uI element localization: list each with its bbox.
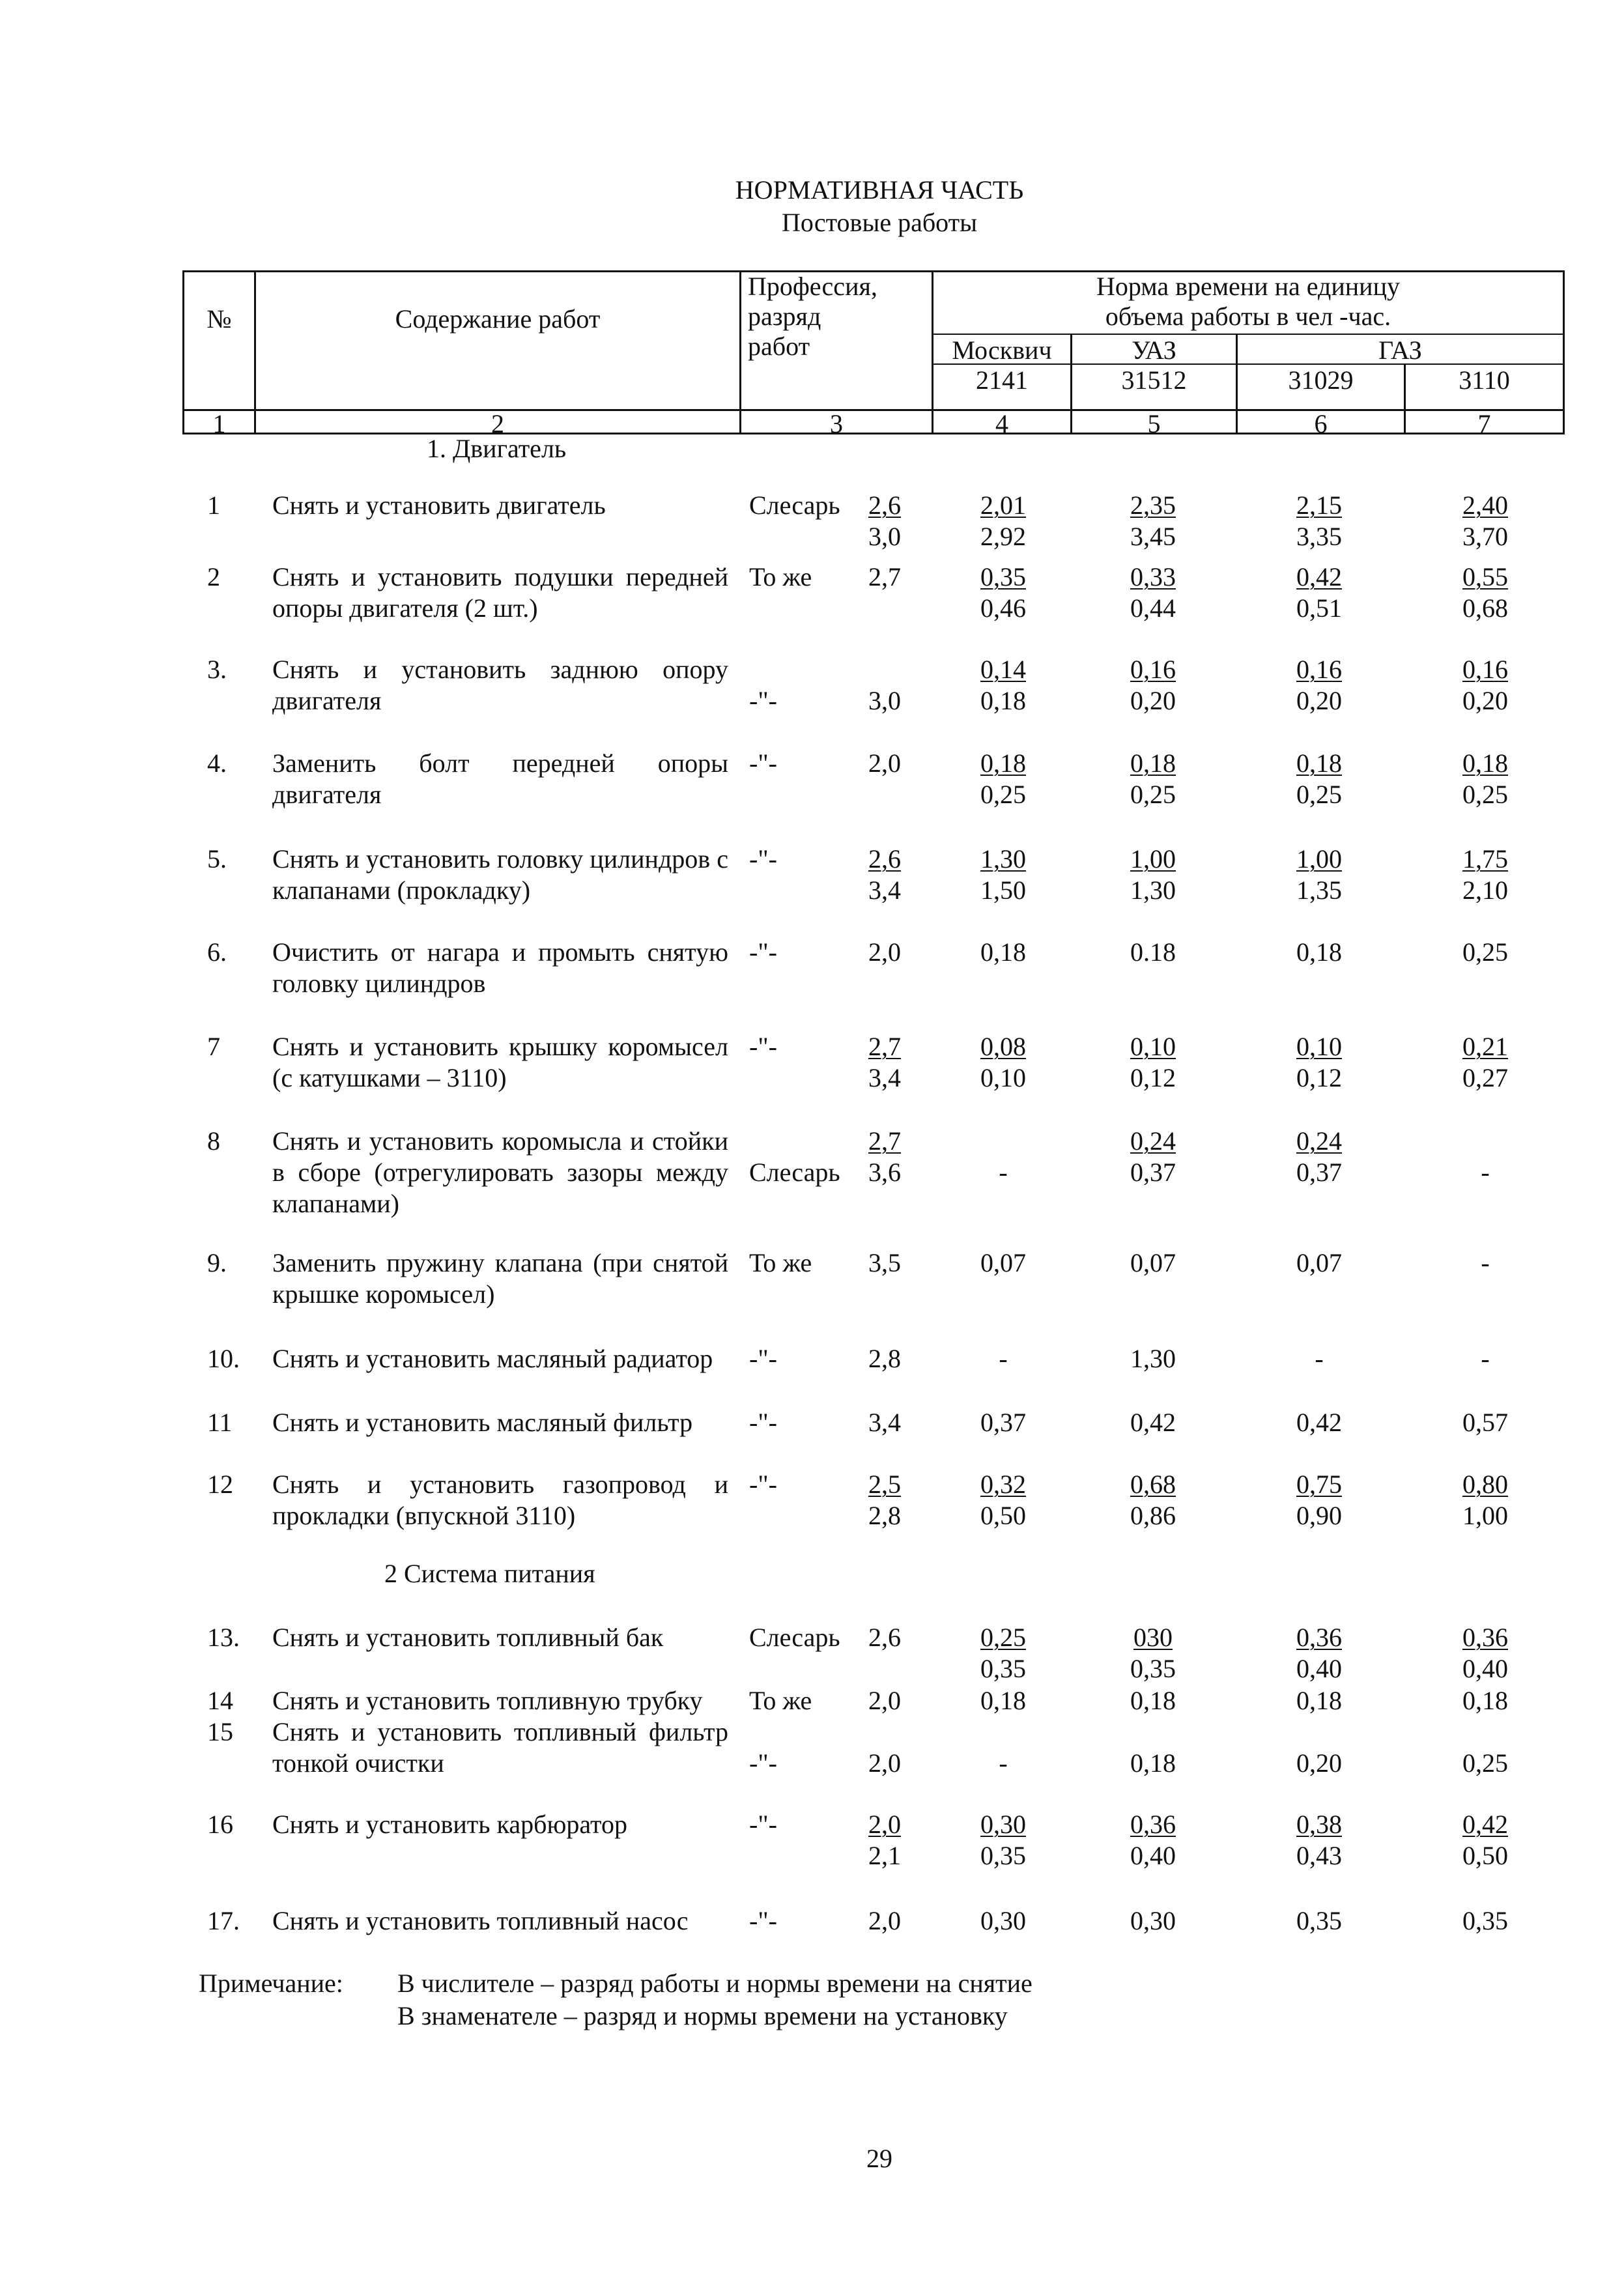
norm-value xyxy=(1277,562,1361,624)
header-model: 31512 xyxy=(1121,365,1187,395)
norm-value xyxy=(1111,1685,1195,1716)
work-description: Заменить болт передней опоры двигателя xyxy=(272,748,728,809)
row-number: 2 xyxy=(207,562,220,591)
norm-removal: 0,35 xyxy=(980,562,1026,591)
norm-value xyxy=(961,1469,1046,1531)
page-subtitle: Постовые работы xyxy=(781,208,978,237)
norm-installation: 0,51 xyxy=(1296,593,1342,623)
grade-numerator: 2,6 xyxy=(868,844,901,874)
norm-installation: 0,18 xyxy=(980,686,1026,715)
work-description: Снять и установить газопровод и прокладки (впускной 3110) xyxy=(272,1470,728,1530)
norm-removal: 0,30 xyxy=(980,1810,1026,1839)
norm-value xyxy=(1277,1905,1361,1937)
norm-value xyxy=(961,937,1046,968)
norm-installation: 1,50 xyxy=(980,875,1026,905)
work-description: Снять и установить топливную трубку xyxy=(272,1686,703,1715)
norm-value xyxy=(1277,654,1361,717)
norm-removal: 0,18 xyxy=(1462,1686,1508,1715)
note-text: В числителе – разряд работы и нормы времени на снятие В знаменателе – разряд и нормы времени на установку xyxy=(397,1969,1033,2030)
norm-value xyxy=(1443,844,1528,906)
grade-numerator: 2,6 xyxy=(868,1623,901,1652)
header-content: Содержание работ xyxy=(395,304,601,334)
norm-removal: 0,42 xyxy=(1462,1810,1508,1839)
work-description: Снять и установить масляный фильтр xyxy=(272,1408,693,1437)
work-description: Снять и установить топливный насос xyxy=(272,1906,689,1935)
norm-installation: 1,30 xyxy=(1130,875,1176,905)
norm-value xyxy=(1443,1157,1528,1188)
profession: -"- xyxy=(749,1032,777,1061)
norm-installation: 0,50 xyxy=(980,1501,1026,1530)
norm-removal: 0,35 xyxy=(1462,1906,1508,1935)
norm-removal: 0,25 xyxy=(1462,1748,1508,1778)
grade-numerator: 2,0 xyxy=(868,937,901,967)
row-number: 16 xyxy=(207,1810,233,1839)
norm-removal: - xyxy=(1481,1344,1490,1373)
grade-numerator: 2,0 xyxy=(868,1906,901,1935)
norm-value xyxy=(961,1343,1046,1374)
grade-numerator: 3,0 xyxy=(868,686,901,715)
norm-removal: 0,14 xyxy=(980,655,1026,684)
section-heading: 2 Система питания xyxy=(384,1559,595,1588)
norm-removal: - xyxy=(999,1344,1008,1373)
norm-removal: - xyxy=(1481,1248,1490,1277)
grade-denominator: 2,8 xyxy=(868,1501,901,1530)
header-profession: Профессия, разряд работ xyxy=(748,272,877,361)
norm-value xyxy=(1111,1905,1195,1937)
column-number: 6 xyxy=(1314,409,1328,438)
norm-installation: 0,35 xyxy=(1130,1654,1176,1683)
norm-value xyxy=(1277,1343,1361,1374)
grade xyxy=(865,490,904,552)
profession: -"- xyxy=(749,686,777,715)
norm-removal: 0,25 xyxy=(1462,937,1508,967)
page-number: 29 xyxy=(866,2144,892,2173)
norm-removal: 0,18 xyxy=(1130,1748,1176,1778)
grade-numerator: 2,7 xyxy=(868,1032,901,1061)
profession: Слесарь xyxy=(749,1158,840,1187)
grade xyxy=(865,1126,904,1188)
norm-removal: 0,35 xyxy=(1296,1906,1342,1935)
norm-installation: 0,20 xyxy=(1296,686,1342,715)
grade-numerator: 2,7 xyxy=(868,1126,901,1156)
header-brand-moskvich: Москвич xyxy=(952,335,1052,365)
norm-installation: 2,10 xyxy=(1462,875,1508,905)
norm-installation: 0,46 xyxy=(980,593,1026,623)
profession: -"- xyxy=(749,1906,777,1935)
column-number: 4 xyxy=(995,409,1008,438)
norm-installation: 0,10 xyxy=(980,1063,1026,1092)
norm-removal: 0,42 xyxy=(1296,562,1342,591)
grade-numerator: 2,7 xyxy=(868,562,901,591)
norm-value xyxy=(961,654,1046,717)
norm-removal: 0,36 xyxy=(1130,1810,1176,1839)
work-description: Снять и установить топливный бак xyxy=(272,1623,664,1652)
grade xyxy=(865,562,904,593)
norm-value xyxy=(1443,1748,1528,1779)
profession: -"- xyxy=(749,748,777,778)
grade xyxy=(865,1748,904,1779)
norm-removal: 0,21 xyxy=(1462,1032,1508,1061)
norm-removal: 0,55 xyxy=(1462,562,1508,591)
norm-installation: 0,68 xyxy=(1462,593,1508,623)
norm-removal: 0,36 xyxy=(1296,1623,1342,1652)
row-number: 5. xyxy=(207,844,227,874)
grade-numerator: 2,0 xyxy=(868,1686,901,1715)
grade xyxy=(865,685,904,717)
grade-numerator: 2,5 xyxy=(868,1470,901,1499)
norm-installation: 3,35 xyxy=(1296,522,1342,551)
norm-removal: 0,18 xyxy=(980,1686,1026,1715)
norm-removal: 1,30 xyxy=(1130,1344,1176,1373)
norm-value xyxy=(1443,748,1528,810)
norm-removal: 030 xyxy=(1133,1623,1173,1652)
norm-value xyxy=(961,1157,1046,1188)
norm-removal: 0,16 xyxy=(1130,655,1176,684)
norm-removal: 0,42 xyxy=(1296,1408,1342,1437)
work-description: Снять и установить двигатель xyxy=(272,491,606,520)
profession: -"- xyxy=(749,844,777,874)
row-number: 4. xyxy=(207,748,227,778)
profession: -"- xyxy=(749,1408,777,1437)
grade xyxy=(865,1905,904,1937)
grade xyxy=(865,1031,904,1094)
norm-removal: 0,16 xyxy=(1462,655,1508,684)
norm-value xyxy=(1111,1126,1195,1188)
column-number: 3 xyxy=(830,409,843,438)
norm-removal: 2,35 xyxy=(1130,491,1176,520)
grade xyxy=(865,1469,904,1531)
row-number: 17. xyxy=(207,1906,240,1935)
norm-value xyxy=(961,1622,1046,1685)
norm-value xyxy=(1111,1748,1195,1779)
norm-value xyxy=(1277,1407,1361,1438)
column-number: 2 xyxy=(491,409,504,438)
norm-removal: 0.18 xyxy=(1130,937,1176,967)
grade-numerator: 2,8 xyxy=(868,1344,901,1373)
norm-installation: 3,70 xyxy=(1462,522,1508,551)
norm-value xyxy=(961,1685,1046,1716)
norm-value xyxy=(1277,1469,1361,1531)
norm-removal: 0,16 xyxy=(1296,655,1342,684)
norm-removal: 0,57 xyxy=(1462,1408,1508,1437)
norm-value xyxy=(1111,844,1195,906)
grade-denominator: 3,4 xyxy=(868,875,901,905)
norm-removal: - xyxy=(1315,1344,1324,1373)
norm-value xyxy=(961,490,1046,552)
grade-numerator: 2,0 xyxy=(868,1748,901,1778)
norm-installation: 0,44 xyxy=(1130,593,1176,623)
norm-installation: 0,35 xyxy=(980,1841,1026,1870)
work-description: Снять и установить головку цилиндров с клапанами (прокладку) xyxy=(272,844,728,905)
norm-removal: 0,25 xyxy=(980,1623,1026,1652)
norm-value xyxy=(1443,1809,1528,1871)
row-number: 12 xyxy=(207,1470,233,1499)
norm-installation: 0,50 xyxy=(1462,1841,1508,1870)
row-number: 8 xyxy=(207,1126,220,1156)
norm-installation: 0,40 xyxy=(1462,1654,1508,1683)
row-number: 9. xyxy=(207,1248,227,1277)
norm-value xyxy=(961,1031,1046,1094)
norm-installation: 1,00 xyxy=(1462,1501,1508,1530)
work-description: Снять и установить масляный радиатор xyxy=(272,1344,713,1373)
norm-value xyxy=(1111,1343,1195,1374)
norm-value xyxy=(1111,748,1195,810)
work-description: Снять и установить топливный фильтр тонкой очистки xyxy=(272,1717,728,1778)
row-number: 11 xyxy=(207,1408,233,1437)
norm-value xyxy=(961,748,1046,810)
grade-denominator: 3,6 xyxy=(868,1158,901,1187)
norm-value xyxy=(1111,1031,1195,1094)
norm-value xyxy=(1443,1905,1528,1937)
header-no: № xyxy=(207,304,232,334)
norm-removal: 1,00 xyxy=(1130,844,1176,874)
norm-removal: 0,37 xyxy=(980,1408,1026,1437)
row-number: 15 xyxy=(207,1717,233,1746)
norm-value xyxy=(961,562,1046,624)
grade-denominator: 3,0 xyxy=(868,522,901,551)
norm-installation: 0,12 xyxy=(1296,1063,1342,1092)
work-description: Снять и установить коромысла и стойки в сборе (отрегулировать зазоры между клапанами) xyxy=(272,1126,728,1218)
grade xyxy=(865,1685,904,1716)
row-number: 13. xyxy=(207,1623,240,1652)
norm-value xyxy=(1277,1622,1361,1685)
norm-value xyxy=(1277,1126,1361,1188)
norm-value xyxy=(1111,1247,1195,1279)
profession: -"- xyxy=(749,937,777,967)
table-header xyxy=(182,270,1565,438)
column-number: 5 xyxy=(1147,409,1161,438)
norm-installation: 0,20 xyxy=(1130,686,1176,715)
norm-installation: 0,27 xyxy=(1462,1063,1508,1092)
grade-numerator: 2,0 xyxy=(868,1810,901,1839)
column-number: 7 xyxy=(1477,409,1491,438)
work-description: Заменить пружину клапана (при снятой крышке коромысел) xyxy=(272,1248,728,1309)
norm-value xyxy=(1277,490,1361,552)
norm-value xyxy=(1111,937,1195,968)
norm-removal: 0,18 xyxy=(1130,1686,1176,1715)
section-heading: 1. Двигатель xyxy=(427,434,567,463)
norm-removal: 0,20 xyxy=(1296,1748,1342,1778)
work-description: Снять и установить подушки передней опоры двигателя (2 шт.) xyxy=(272,562,728,623)
norm-removal: 0,75 xyxy=(1296,1470,1342,1499)
grade-numerator: 2,0 xyxy=(868,748,901,778)
norm-removal: 2,01 xyxy=(980,491,1026,520)
grade xyxy=(865,1247,904,1279)
header-model: 3110 xyxy=(1459,365,1510,395)
norm-removal: 0,18 xyxy=(1462,748,1508,778)
norm-removal: 0,07 xyxy=(1130,1248,1176,1277)
norm-value xyxy=(1443,562,1528,624)
norm-removal: - xyxy=(999,1748,1008,1778)
norm-value xyxy=(1443,1685,1528,1716)
header-brand-gaz: ГАЗ xyxy=(1378,335,1422,365)
grade xyxy=(865,748,904,779)
norm-value xyxy=(961,1247,1046,1279)
norm-value xyxy=(1277,1247,1361,1279)
norm-removal: 2,15 xyxy=(1296,491,1342,520)
work-description: Снять и установить заднюю опору двигателя xyxy=(272,655,728,715)
norm-value xyxy=(1111,1407,1195,1438)
norm-removal: 0,24 xyxy=(1296,1126,1342,1156)
norm-removal: 0,33 xyxy=(1130,562,1176,591)
norm-removal: 0,18 xyxy=(1296,1686,1342,1715)
page-title: НОРМАТИВНАЯ ЧАСТЬ xyxy=(735,175,1024,205)
grade xyxy=(865,844,904,906)
row-number: 1 xyxy=(207,491,220,520)
norm-installation: 0,25 xyxy=(1296,780,1342,809)
norm-value xyxy=(1277,1748,1361,1779)
work-description: Снять и установить крышку коромысел (с катушками – 3110) xyxy=(272,1032,728,1092)
norm-removal: 0,24 xyxy=(1130,1126,1176,1156)
grade xyxy=(865,1343,904,1374)
norm-installation: 0,25 xyxy=(1462,780,1508,809)
norm-removal: 1,00 xyxy=(1296,844,1342,874)
profession: То же xyxy=(749,1686,812,1715)
profession: Слесарь xyxy=(749,1623,840,1652)
norm-installation: 1,35 xyxy=(1296,875,1342,905)
grade-numerator: 3,5 xyxy=(868,1248,901,1277)
norm-removal: 0,30 xyxy=(980,1906,1026,1935)
header-model: 31029 xyxy=(1288,365,1354,395)
profession: Слесарь xyxy=(749,491,840,520)
norm-installation: 0,40 xyxy=(1296,1654,1342,1683)
norm-value xyxy=(1443,1622,1528,1685)
norm-removal: 0,36 xyxy=(1462,1623,1508,1652)
norm-value xyxy=(1111,1469,1195,1531)
work-description: Очистить от нагара и промыть снятую головку цилиндров xyxy=(272,937,728,998)
norm-value xyxy=(1277,1809,1361,1871)
norm-installation: 0,35 xyxy=(980,1654,1026,1683)
norm-removal: 1,30 xyxy=(980,844,1026,874)
norm-removal: - xyxy=(999,1158,1008,1187)
norm-value xyxy=(1111,1622,1195,1685)
norm-removal: 0,08 xyxy=(980,1032,1026,1061)
profession: -"- xyxy=(749,1470,777,1499)
norm-removal: 0,10 xyxy=(1130,1032,1176,1061)
norm-value xyxy=(1443,1469,1528,1531)
norm-value xyxy=(1111,1809,1195,1871)
norm-installation: 0,37 xyxy=(1130,1158,1176,1187)
norm-removal: 0,18 xyxy=(1296,937,1342,967)
norm-removal: 1,75 xyxy=(1462,844,1508,874)
norm-removal: 0,42 xyxy=(1130,1408,1176,1437)
profession: То же xyxy=(749,562,812,591)
profession: -"- xyxy=(749,1810,777,1839)
norm-value xyxy=(1277,1031,1361,1094)
norm-installation: 3,45 xyxy=(1130,522,1176,551)
norm-installation: 0,40 xyxy=(1130,1841,1176,1870)
norm-installation: 0,90 xyxy=(1296,1501,1342,1530)
norm-value xyxy=(1277,844,1361,906)
norm-removal: 0,80 xyxy=(1462,1470,1508,1499)
norm-removal: 0,68 xyxy=(1130,1470,1176,1499)
norm-removal: 0,07 xyxy=(1296,1248,1342,1277)
grade xyxy=(865,1407,904,1438)
norm-installation: 0,43 xyxy=(1296,1841,1342,1870)
norm-installation: 0,20 xyxy=(1462,686,1508,715)
norm-removal: 0,07 xyxy=(980,1248,1026,1277)
norm-removal: 0,10 xyxy=(1296,1032,1342,1061)
work-description: Снять и установить карбюратор xyxy=(272,1810,627,1839)
norm-value xyxy=(1443,654,1528,717)
profession: То же xyxy=(749,1248,812,1277)
note-label: Примечание: xyxy=(199,1969,343,1998)
header-brand-uaz: УАЗ xyxy=(1132,335,1176,365)
norm-installation: 0,25 xyxy=(1130,780,1176,809)
header-model: 2141 xyxy=(976,365,1028,395)
norm-value xyxy=(1443,490,1528,552)
norm-removal: 0,18 xyxy=(980,748,1026,778)
norm-removal: 0,18 xyxy=(1296,748,1342,778)
header-norm: Норма времени на единицу объема работы в чел -час. xyxy=(1096,272,1400,331)
row-number: 3. xyxy=(207,655,227,684)
grade-denominator: 2,1 xyxy=(868,1841,901,1870)
norm-installation: 0,25 xyxy=(980,780,1026,809)
norm-removal: 2,40 xyxy=(1462,491,1508,520)
norm-installation: 0,12 xyxy=(1130,1063,1176,1092)
norm-removal: 0,30 xyxy=(1130,1906,1176,1935)
norm-value xyxy=(1277,748,1361,810)
row-number: 10. xyxy=(207,1344,240,1373)
norm-value xyxy=(1443,1031,1528,1094)
column-number: 1 xyxy=(212,409,226,438)
norm-value xyxy=(961,1748,1046,1779)
row-number: 7 xyxy=(207,1032,220,1061)
norm-removal: 0,18 xyxy=(1130,748,1176,778)
grade-numerator: 2,6 xyxy=(868,491,901,520)
norm-value xyxy=(1111,562,1195,624)
norm-removal: 0,32 xyxy=(980,1470,1026,1499)
norm-value xyxy=(1277,1685,1361,1716)
norm-removal: - xyxy=(1481,1158,1490,1187)
norm-value xyxy=(1443,1343,1528,1374)
row-number: 14 xyxy=(207,1686,233,1715)
grade xyxy=(865,1809,904,1871)
profession: -"- xyxy=(749,1748,777,1778)
norm-installation: 0,37 xyxy=(1296,1158,1342,1187)
grade xyxy=(865,937,904,968)
norm-value xyxy=(1111,490,1195,552)
row-number: 6. xyxy=(207,937,227,967)
grade xyxy=(865,1622,904,1653)
norm-removal: 0,38 xyxy=(1296,1810,1342,1839)
norm-value xyxy=(961,844,1046,906)
norm-installation: 0,86 xyxy=(1130,1501,1176,1530)
norm-installation: 2,92 xyxy=(980,522,1026,551)
norm-value xyxy=(1443,937,1528,968)
norm-value xyxy=(961,1407,1046,1438)
norm-value xyxy=(1111,654,1195,717)
norm-value xyxy=(1277,937,1361,968)
norm-value xyxy=(961,1809,1046,1871)
norm-value xyxy=(1443,1247,1528,1279)
profession: -"- xyxy=(749,1344,777,1373)
grade-denominator: 3,4 xyxy=(868,1063,901,1092)
norm-removal: 0,18 xyxy=(980,937,1026,967)
norm-value xyxy=(1443,1407,1528,1438)
grade-numerator: 3,4 xyxy=(868,1408,901,1437)
norm-value xyxy=(961,1905,1046,1937)
